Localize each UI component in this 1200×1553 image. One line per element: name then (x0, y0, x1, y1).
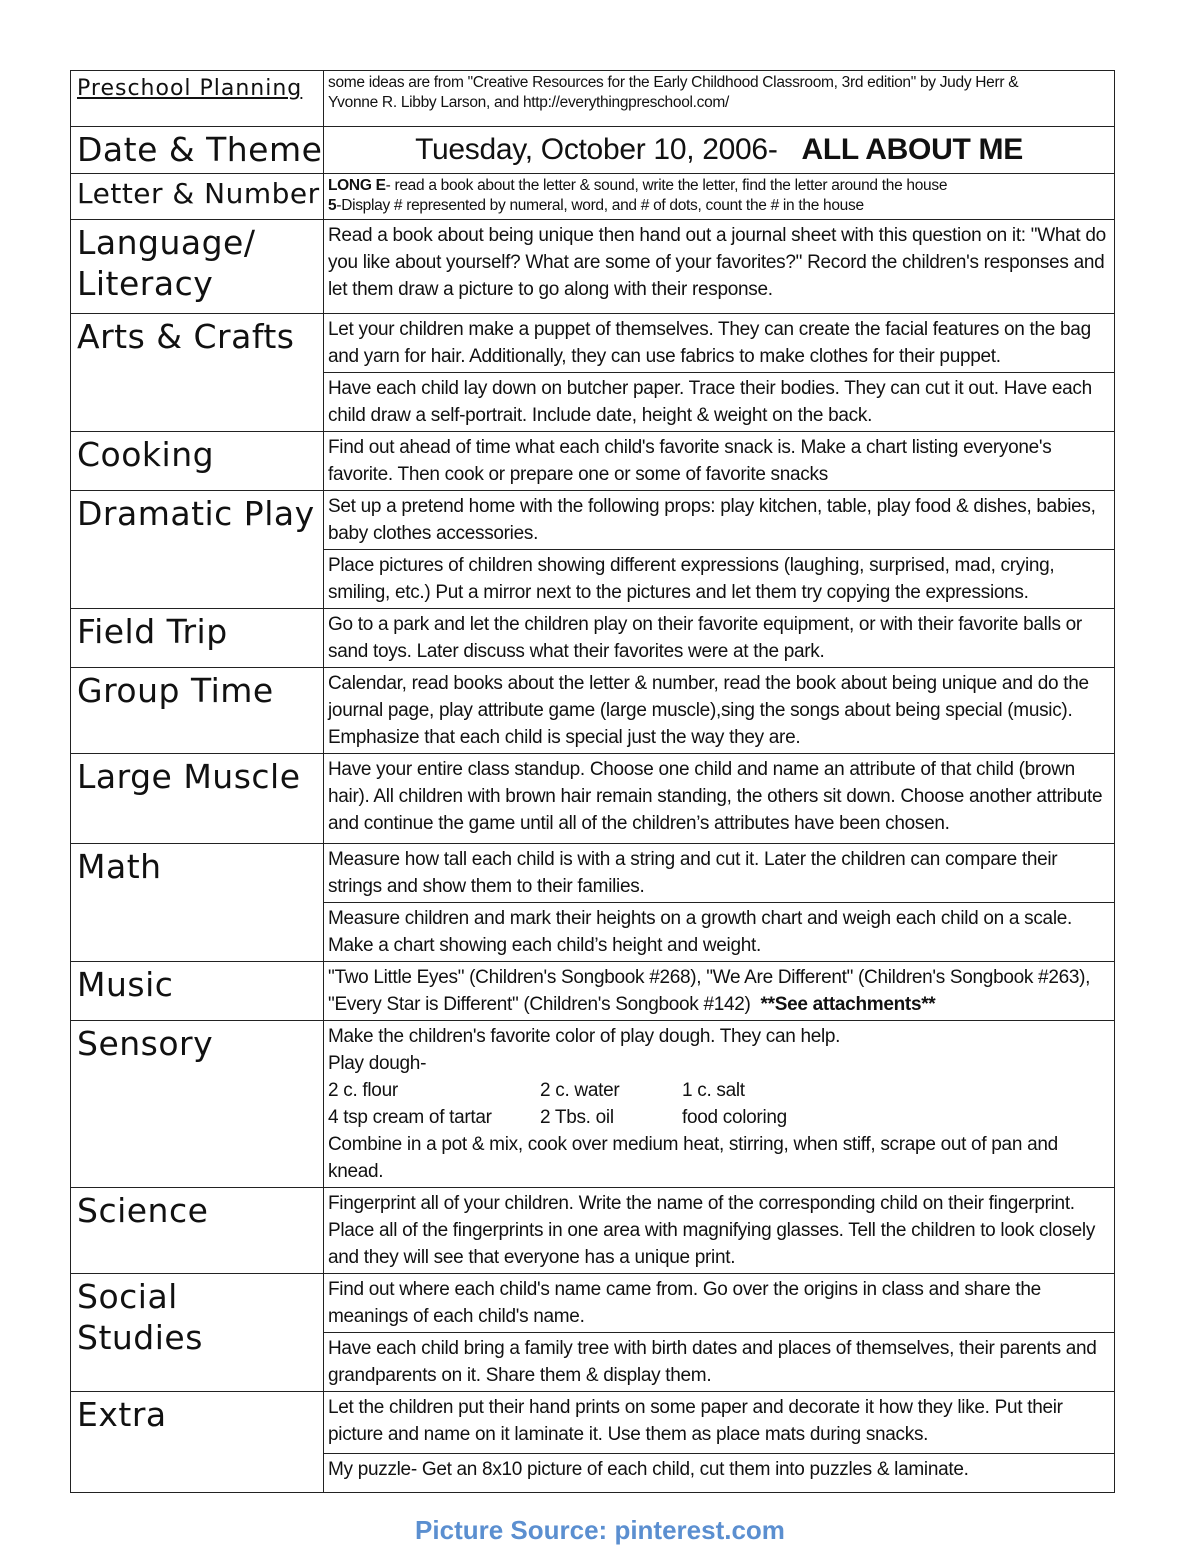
language-label-line2: Literacy (77, 264, 214, 303)
section-label-dramatic-play: Dramatic Play (71, 491, 324, 609)
music-row (71, 962, 1115, 1021)
large-muscle-row (71, 754, 1115, 844)
extra-row-1 (71, 1392, 1115, 1454)
music-text: "Two Little Eyes" (Children's Songbook #268), "We Are Different" (Children's Songbook #263), "Every Star is Different" (Children's Songbook #142) (328, 967, 1091, 1015)
recipe-item: 1 c. salt (682, 1080, 745, 1101)
music-attachments: **See attachments** (760, 994, 936, 1015)
letter-number-cell (324, 174, 1115, 220)
dramatic-text-2: Place pictures of children showing different expressions (laughing, surprised, mad, crying, smiling, etc.) Put a mirror next to the pictures and let them try copying the expressions. (324, 550, 1115, 609)
recipe-item: 4 tsp cream of tartar (328, 1107, 492, 1128)
social-row-1 (71, 1274, 1115, 1333)
section-label-field-trip: Field Trip (71, 609, 324, 668)
social-label-line1: Social (77, 1277, 178, 1316)
large-muscle-text: Have your entire class standup. Choose one child and name an attribute of that child (brown hair). All children with brown hair remain standing, the others sit down. Choose another attribute and continue the game until all of the children’s attributes have been chosen. (324, 754, 1115, 844)
section-label-large-muscle: Large Muscle (71, 754, 324, 844)
letter-text: - read a book about the letter & sound, write the letter, find the letter around the house (385, 177, 948, 194)
music-cell (324, 962, 1115, 1021)
social-text-1: Find out where each child's name came from. Go over the origins in class and share the meanings of each child's name. (324, 1274, 1115, 1333)
recipe-item: 2 Tbs. oil (540, 1107, 614, 1128)
cooking-row (71, 432, 1115, 491)
sensory-line-1: Make the children's favorite color of play dough. They can help. (328, 1026, 841, 1047)
sensory-row (71, 1021, 1115, 1188)
letter-number-row (71, 174, 1115, 220)
section-label-music: Music (71, 962, 324, 1021)
recipe-item: 2 c. water (540, 1080, 620, 1101)
arts-text-1: Let your children make a puppet of themselves. They can create the facial features on the bag and yarn for hair. Additionally, they can use fabrics to make clothes for their puppet. (324, 314, 1115, 373)
number-bold: 5 (328, 197, 337, 214)
date-theme-cell (324, 127, 1115, 174)
recipe-item: food coloring (682, 1107, 787, 1128)
math-row-1 (71, 844, 1115, 903)
recipe-item: 2 c. flour (328, 1080, 398, 1101)
date-text: Tuesday, October 10, 2006- (415, 133, 778, 166)
section-label-science: Science (71, 1188, 324, 1274)
field-trip-row (71, 609, 1115, 668)
science-row (71, 1188, 1115, 1274)
section-label-date-theme: Date & Theme (71, 127, 324, 174)
group-time-text: Calendar, read books about the letter & number, read the book about being unique and do the journal page, play attribute game (large muscle),sing the songs about being special (music). Emphasize that each child is special just the way they are. (324, 668, 1115, 754)
section-label-language-literacy (71, 220, 324, 314)
section-label-social-studies (71, 1274, 324, 1392)
section-label-preschool-planning: Preschool Planning (71, 71, 324, 127)
credit-line-2: Yvonne R. Libby Larson, and http://everythingpreschool.com/ (328, 94, 730, 111)
date-theme-row (71, 127, 1115, 174)
social-text-2: Have each child bring a family tree with birth dates and places of themselves, their parents and grandparents on it. Share them & display them. (324, 1333, 1115, 1392)
language-label-line1: Language/ (77, 223, 256, 262)
letter-bold: LONG E (328, 177, 386, 194)
section-label-cooking: Cooking (71, 432, 324, 491)
dramatic-row-1 (71, 491, 1115, 550)
language-text: Read a book about being unique then hand out a journal sheet with this question on it: "What do you like about yourself? What are some of your favorites?" Record the children's responses and let them draw a picture to go along with their response. (324, 220, 1115, 314)
sensory-line-3: Combine in a pot & mix, cook over medium heat, stirring, when stiff, scrape out of pan and knead. (328, 1134, 1058, 1182)
section-label-group-time: Group Time (71, 668, 324, 754)
section-label-sensory: Sensory (71, 1021, 324, 1188)
sensory-line-2: Play dough- (328, 1053, 427, 1074)
recipe-grid (328, 1077, 1110, 1131)
header-row (71, 71, 1115, 127)
number-text: -Display # represented by numeral, word, and # of dots, count the # in the house (336, 197, 864, 214)
science-text: Fingerprint all of your children. Write the name of the corresponding child on their fingerprint. Place all of the fingerprints in one area with magnifying glasses. Tell the children to look closely and they will see that everyone has a unique print. (324, 1188, 1115, 1274)
cooking-text: Find out ahead of time what each child's favorite snack is. Make a chart listing everyone's favorite. Then cook or prepare one or some of favorite snacks (324, 432, 1115, 491)
math-text-2: Measure children and mark their heights on a growth chart and weigh each child on a scale. Make a chart showing each child’s height and weight. (324, 903, 1115, 962)
theme-text: ALL ABOUT ME (801, 133, 1023, 166)
dramatic-text-1: Set up a pretend home with the following props: play kitchen, table, play food & dishes, babies, baby clothes accessories. (324, 491, 1115, 550)
credit-line-1: some ideas are from "Creative Resources for the Early Childhood Classroom, 3rd edition" by Judy Herr & (328, 74, 1019, 91)
extra-text-1: Let the children put their hand prints on some paper and decorate it how they like. Put their picture and name on it laminate it. Use them as place mats during snacks. (324, 1392, 1115, 1454)
section-label-arts-crafts: Arts & Crafts (71, 314, 324, 432)
social-label-line2: Studies (77, 1318, 203, 1357)
section-label-letter-number: Letter & Number (71, 174, 324, 220)
math-text-1: Measure how tall each child is with a string and cut it. Later the children can compare their strings and show them to their families. (324, 844, 1115, 903)
planning-table (70, 70, 1115, 1493)
sensory-cell (324, 1021, 1115, 1188)
field-trip-text: Go to a park and let the children play on their favorite equipment, or with their favorite balls or sand toys. Later discuss what their favorites were at the park. (324, 609, 1115, 668)
credits-cell (324, 71, 1115, 127)
section-label-math: Math (71, 844, 324, 962)
group-time-row (71, 668, 1115, 754)
arts-text-2: Have each child lay down on butcher paper. Trace their bodies. They can cut it out. Have each child draw a self-portrait. Include date, height & weight on the back. (324, 373, 1115, 432)
extra-text-2: My puzzle- Get an 8x10 picture of each child, cut them into puzzles & laminate. (324, 1454, 1115, 1493)
picture-source-caption: Picture Source: pinterest.com (415, 1515, 785, 1545)
arts-row-1 (71, 314, 1115, 373)
language-row (71, 220, 1115, 314)
section-label-extra: Extra (71, 1392, 324, 1493)
